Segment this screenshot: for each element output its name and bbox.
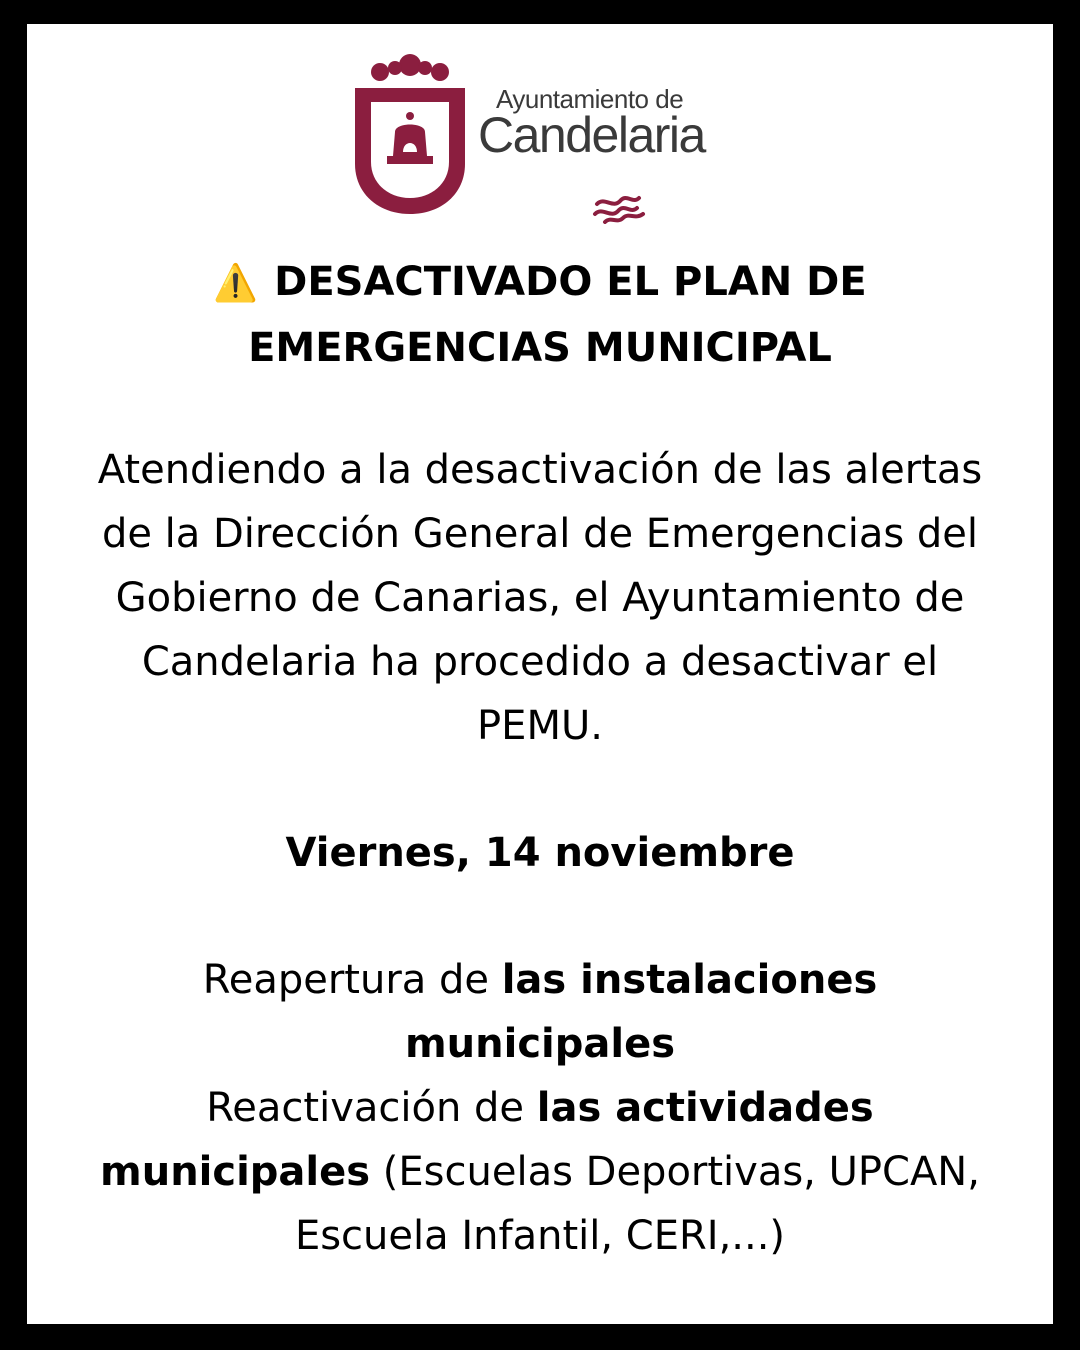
date-heading: Viernes, 14 noviembre xyxy=(285,830,795,876)
logo-main-text: Candelaria xyxy=(478,107,705,163)
paragraph-line-4: Candelaria ha procedido a desactivar el xyxy=(141,639,939,685)
item-1-bold-b: municipales xyxy=(404,1021,676,1067)
title-line-1: DESACTIVADO EL PLAN DE xyxy=(274,259,867,305)
candelaria-logo xyxy=(351,54,731,219)
warning-icon: ⚠️ xyxy=(213,263,259,304)
paragraph-line-2: de la Dirección General de Emergencias del xyxy=(101,511,979,557)
item-1-bold-a: las instalaciones xyxy=(501,957,878,1003)
waves-icon xyxy=(591,192,653,224)
item-1-prefix: Reapertura de xyxy=(202,957,502,1003)
item-1-line-2 xyxy=(27,1012,1053,1076)
item-2-bold-a: las actividades xyxy=(536,1085,874,1131)
item-2-line-2 xyxy=(27,1140,1053,1204)
item-2-bold-b: municipales xyxy=(100,1149,371,1195)
item-2-line-3: Escuela Infantil, CERI,...) xyxy=(294,1213,786,1259)
item-2-line-1 xyxy=(27,1076,1053,1140)
logo-top-text: Ayuntamiento de xyxy=(496,84,684,114)
item-2-suffix-a: (Escuelas Deportivas, UPCAN, xyxy=(370,1149,980,1195)
item-1-line-1 xyxy=(27,948,1053,1012)
notice-card xyxy=(27,24,1053,1324)
paragraph-line-5: PEMU. xyxy=(477,703,603,749)
alert-title xyxy=(27,250,1053,380)
item-2-prefix: Reactivación de xyxy=(206,1085,537,1131)
measures-list xyxy=(27,948,1053,1268)
title-line-2: EMERGENCIAS MUNICIPAL xyxy=(248,325,832,371)
paragraph-line-3: Gobierno de Canarias, el Ayuntamiento de xyxy=(115,575,965,621)
shield-emblem-icon xyxy=(351,54,469,219)
paragraph-line-1: Atendiendo a la desactivación de las alertas xyxy=(97,447,983,493)
announcement-paragraph xyxy=(27,438,1053,758)
